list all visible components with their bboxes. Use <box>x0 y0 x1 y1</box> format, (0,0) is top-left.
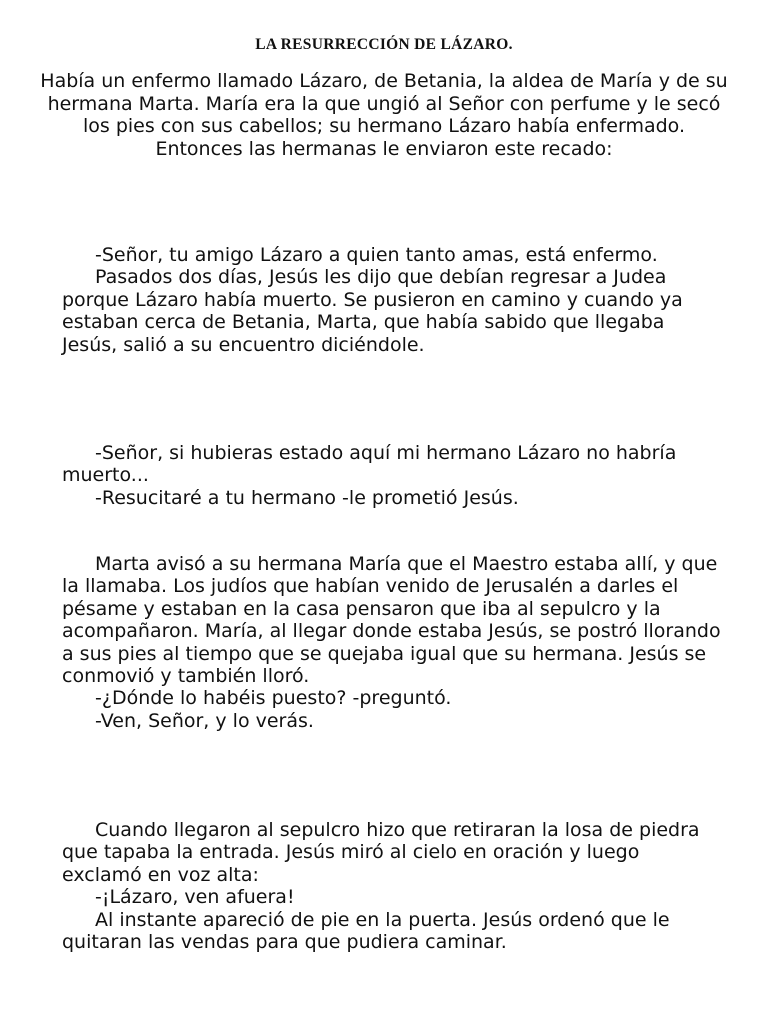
paragraph: Al instante apareció de pie en la puerta. Jesús ordenó que le quitaran las vendas para que pudiera caminar. <box>62 908 670 954</box>
document-title: LA RESURRECCIÓN DE LÁZARO. <box>255 36 513 53</box>
text-block-1 <box>62 244 722 356</box>
paragraph: -¡Lázaro, ven afuera! <box>95 886 295 909</box>
paragraph: Pasados dos días, Jesús les dijo que debían regresar a Judea porque Lázaro había muerto. Se pusieron en camino y cuando ya estaban cerca de Betania, Marta, que había sabido que llegaba Jesús, salió a su encuentro diciéndole. <box>62 266 683 356</box>
paragraph: Marta avisó a su hermana María que el Maestro estaba allí, y que la llamaba. Los judíos que habían venido de Jerusalén a darles el pésame y estaban en la casa pensaron que iba al sepulcro y la acompañaron. María, al llegar donde estaba Jesús, se postró llorando a sus pies al tiempo que se quejaba igual que su hermana. Jesús se conmovió y también lloró. <box>62 553 721 688</box>
paragraph: -¿Dónde lo habéis puesto? -preguntó. <box>95 687 452 710</box>
text-block-3 <box>62 553 722 732</box>
intro-paragraph-block <box>40 70 728 160</box>
paragraph: Cuando llegaron al sepulcro hizo que retiraran la losa de piedra que tapaba la entrada. Jesús miró al cielo en oración y luego exclamó en voz alta: <box>62 819 700 886</box>
paragraph: -Señor, si hubieras estado aquí mi hermano Lázaro no habría muerto... <box>62 442 677 487</box>
text-block-2 <box>62 442 722 509</box>
paragraph: -Resucitaré a tu hermano -le prometió Jesús. <box>95 486 519 509</box>
paragraph: -Ven, Señor, y lo verás. <box>95 709 314 732</box>
text-block-4 <box>62 819 722 953</box>
intro-paragraph: Había un enfermo llamado Lázaro, de Betania, la aldea de María y de su hermana Marta. María era la que ungió al Señor con perfume y le secó los pies con sus cabellos; su hermano Lázaro había enfermado. Entonces las hermanas le enviaron este recado: <box>40 70 728 160</box>
paragraph: -Señor, tu amigo Lázaro a quien tanto amas, está enfermo. <box>95 244 658 266</box>
